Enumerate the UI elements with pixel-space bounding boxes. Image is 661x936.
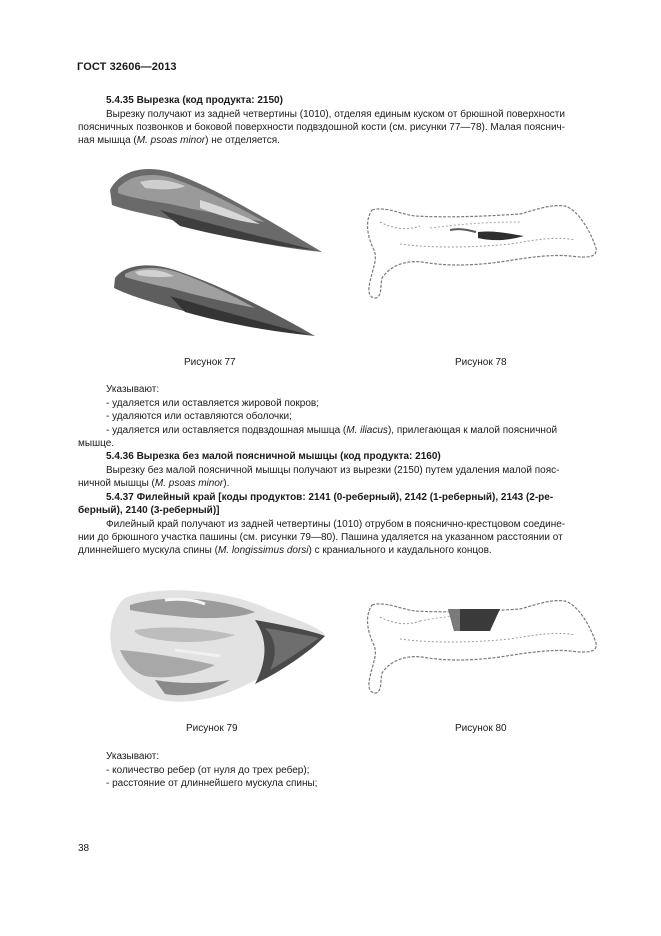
page-number: 38	[78, 843, 90, 854]
latin-term: M. longissimus dorsi	[217, 545, 309, 556]
figure-80-carcass-outline-image	[360, 595, 605, 700]
paragraph-line: Филейный край получают из задней четвертины (1010) отрубом в пояснично-крестцовом соедине-	[106, 519, 566, 530]
figure-79-striploin-image	[105, 580, 330, 710]
latin-term: M. psoas minor	[136, 135, 206, 146]
figure-77-tenderloin-image	[100, 160, 330, 340]
paragraph-line: поясничных позвонков и боковой поверхности подвздошной кости (см. рисунки 77—78). Малая пояснич-	[78, 122, 566, 133]
figure-77-caption: Рисунок 77	[184, 357, 236, 368]
specify-label: Указывают:	[106, 384, 160, 395]
paragraph-line: длиннейшего мускула спины (M. longissimus dorsi) с краниального и каудального концов.	[78, 545, 492, 556]
list-item: - удаляется или оставляется подвздошная мышца (M. iliacus), прилегающая к малой поясничной	[106, 425, 558, 436]
paragraph-line: нии до брюшного участка пашины (см. рисунки 79—80). Пашина удаляется на указанном расстоянии от	[78, 532, 563, 543]
section-heading-5-4-36: 5.4.36 Вырезка без малой поясничной мышцы (код продукта: 2160)	[106, 451, 441, 462]
paragraph-line: ная мышца (M. psoas minor) не отделяется.	[78, 135, 280, 146]
figure-78-caption: Рисунок 78	[455, 357, 507, 368]
section-heading-5-4-37-cont: берный), 2140 (3-реберный)]	[78, 505, 220, 516]
document-header: ГОСТ 32606—2013	[77, 61, 177, 73]
paragraph-line: ничной мышцы (M. psoas minor).	[78, 478, 230, 489]
list-item: - количество ребер (от нуля до трех ребер);	[106, 765, 310, 776]
paragraph-line: Вырезку без малой поясничной мышцы получают из вырезки (2150) путем удаления малой пояс-	[106, 465, 560, 476]
section-heading-5-4-37: 5.4.37 Филейный край [коды продуктов: 2141 (0-реберный), 2142 (1-реберный), 2143 (2-ре-	[106, 492, 554, 503]
list-item-continuation: мышце.	[78, 438, 115, 449]
figure-80-caption: Рисунок 80	[455, 723, 507, 734]
section-heading-5-4-35: 5.4.35 Вырезка (код продукта: 2150)	[106, 95, 283, 106]
latin-term: M. iliacus	[346, 425, 388, 436]
figure-78-carcass-outline-image	[360, 200, 605, 305]
latin-term: M. psoas minor	[154, 478, 224, 489]
figure-79-caption: Рисунок 79	[186, 723, 238, 734]
tenderloin-piece-lower	[114, 265, 315, 336]
paragraph-line: Вырезку получают из задней четвертины (1010), отделяя единым куском от брюшной поверхности	[106, 109, 565, 120]
list-item: - расстояние от длиннейшего мускула спины;	[106, 778, 318, 789]
specify-label: Указывают:	[106, 751, 160, 762]
tenderloin-piece-upper	[110, 169, 322, 252]
list-item: - удаляется или оставляется жировой покров;	[106, 398, 320, 409]
list-item: - удаляются или оставляются оболочки;	[106, 411, 292, 422]
